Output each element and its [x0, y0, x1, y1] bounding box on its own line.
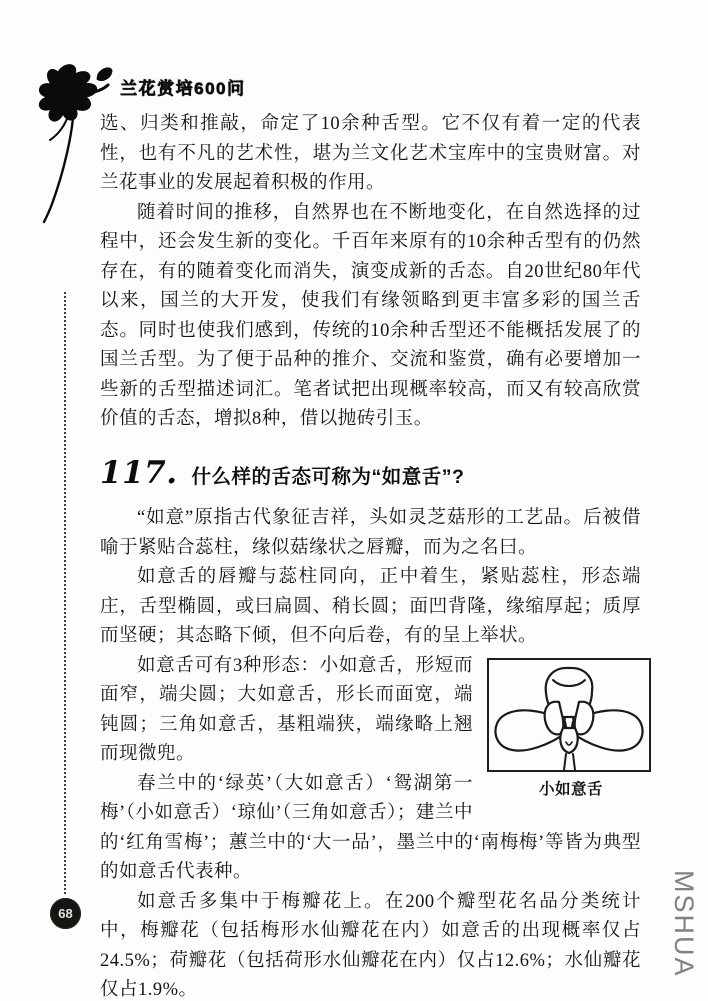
paragraph: 随着时间的推移，自然界也在不断地变化，在自然选择的过程中，还会发生新的变化。千百年来原有的10余种舌型有的仍然存在，有的随着变化而消失，演变成新的舌态。自20世纪80年代以来，国兰的大开发，使我们有缘领略到更丰富多彩的国兰舌态。同时也使我们感到，传统的10余种舌型还不能概括发展了的国兰舌型。为了便于品种的推介、交流和鉴赏，确有必要增加一些新的舌型描述词汇。笔者试把出现概率较高，而又有较高欣赏价值的舌态，增拟8种，借以抛砖引玉。: [100, 202, 641, 429]
figure-frame: [487, 658, 651, 772]
watermark: MSHUA: [669, 870, 699, 978]
paragraph: 如意舌可有3种形态：小如意舌，形短而面窄，端尖圆；大如意舌，形长而面宽，端钝圆；三角如意舌，基粗端狭，端缘略上翘而现微兜。: [100, 655, 473, 764]
book-title: 兰花赏培600问: [120, 79, 246, 98]
paragraph: 春兰中的‘绿英’（大如意舌）‘鸳湖第一梅’（小如意舌）‘琼仙’（三角如意舌）；建兰中的‘红角雪梅’；蕙兰中的‘大一品’，墨兰中的‘南梅梅’等皆为典型的如意舌代表种。: [100, 773, 641, 882]
margin-dotted-rule: [64, 292, 66, 894]
paragraph-continuation: 选、归类和推敲，命定了10余种舌型。它不仅有着一定的代表性，也有不凡的艺术性，堪为兰文化艺术宝库中的宝贵财富。对兰花事业的发展起着积极的作用。: [100, 114, 641, 193]
page-number: 68: [58, 906, 73, 921]
paragraph: 如意舌多集中于梅瓣花上。在200个瓣型花名品分类统计中，梅瓣花（包括梅形水仙瓣花在内）如意舌的出现概率仅占24.5%；荷瓣花（包括荷形水仙瓣花在内）仅占12.6%；水仙瓣花仅占1.9%。: [100, 891, 641, 1000]
paragraph: 如意舌的唇瓣与蕊柱同向，正中着生，紧贴蕊柱，形态端庄，舌型椭圆，或曰扁圆、稍长圆；面凹背隆，缘缩厚起；质厚而坚硬；其态略下倾，但不向后卷，有的呈上举状。: [100, 567, 641, 646]
question-title: 什么样的舌态可称为“如意舌”?: [191, 465, 465, 488]
question-number: 117.: [100, 454, 178, 491]
figure-small-ruyi-tongue: [487, 658, 655, 805]
paragraph: “如意”原指古代象征吉祥，头如灵芝菇形的工艺品。后被借喻于紧贴合蕊柱，缘似菇缘状之唇瓣，而为之名曰。: [100, 508, 641, 558]
orchid-flower-drawing-icon: [489, 660, 649, 770]
figure-caption: 小如意舌: [538, 780, 603, 798]
page-content: [100, 110, 641, 1001]
page-number-badge: [50, 898, 81, 929]
section-heading: [100, 454, 641, 493]
